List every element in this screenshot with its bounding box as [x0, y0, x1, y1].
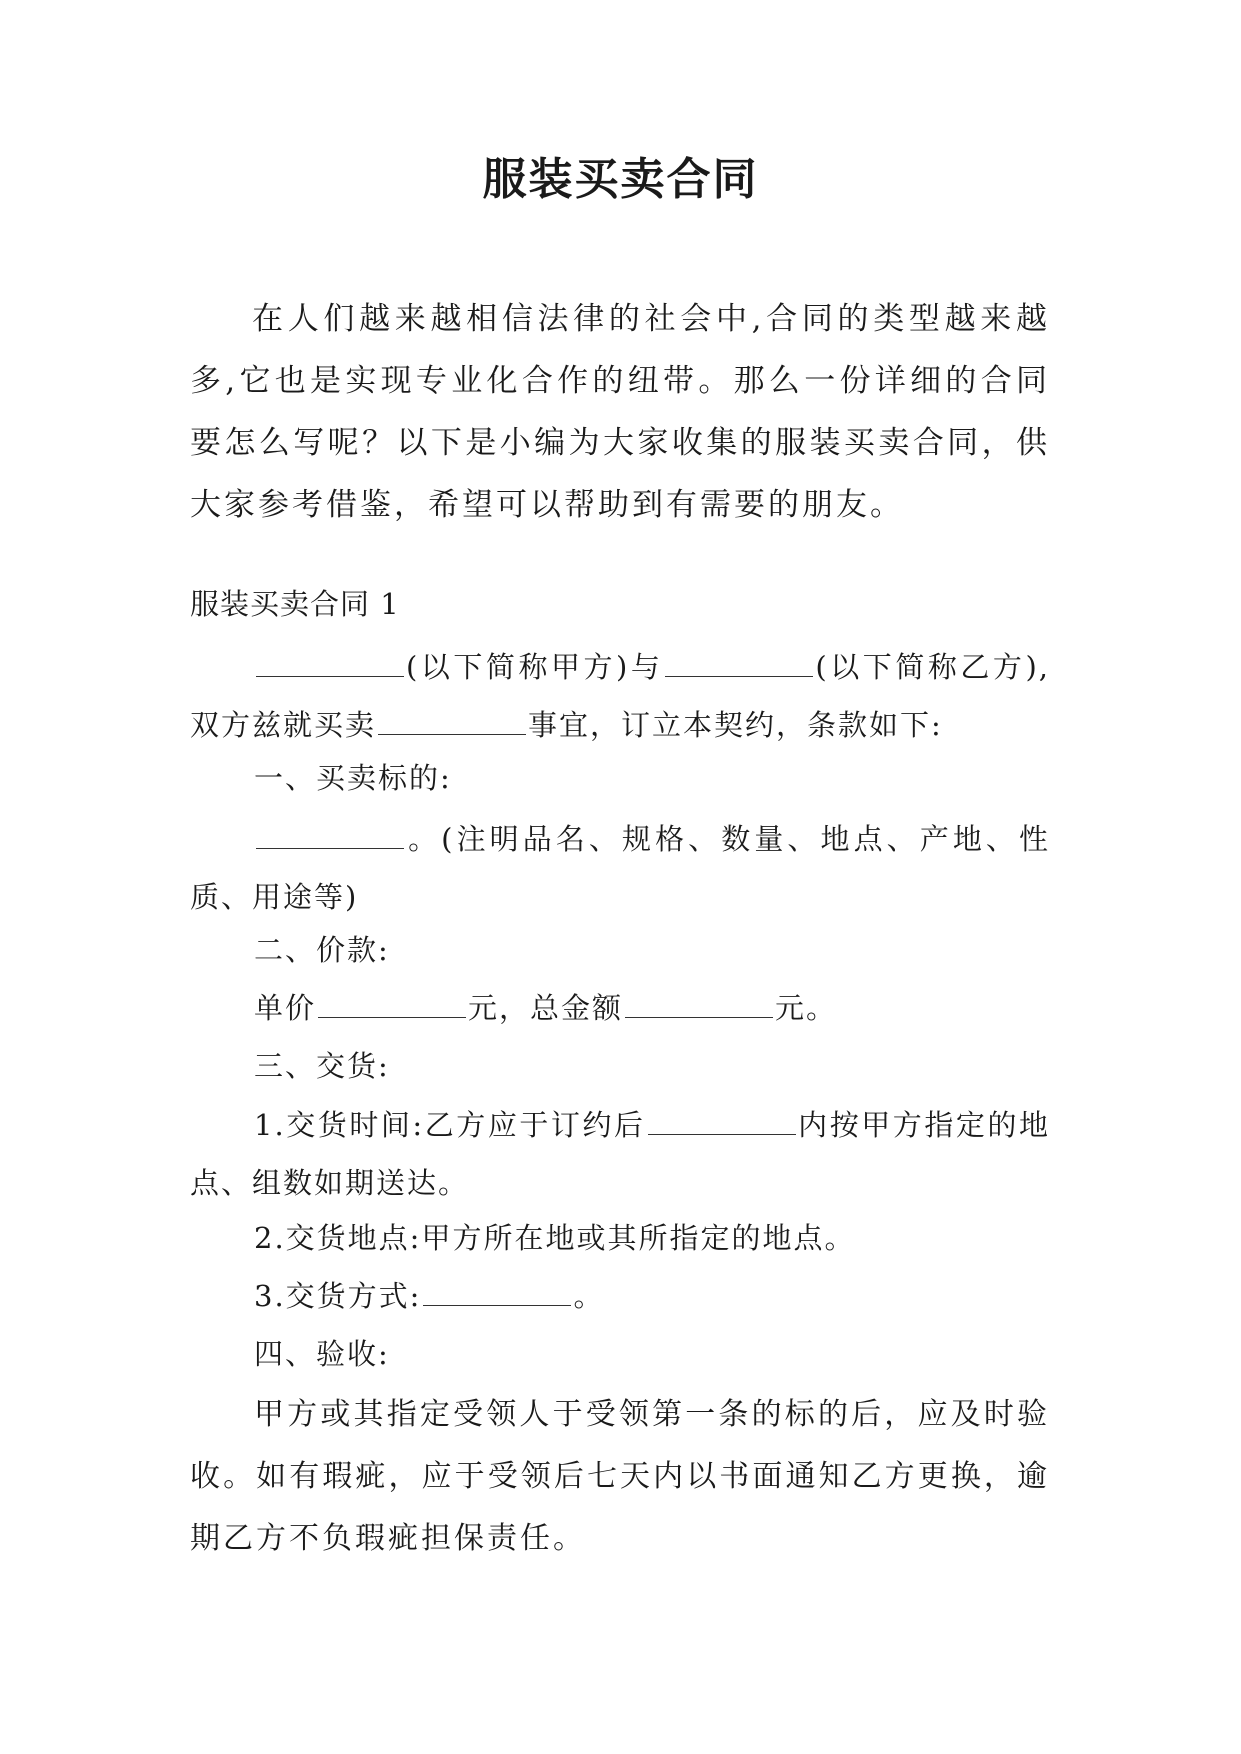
price-line	[254, 984, 837, 1032]
section-label: 服装买卖合同 1	[190, 587, 400, 621]
delivery-method-text-2: 。	[573, 1279, 605, 1313]
intro-paragraph: 在人们越来越相信法律的社会中,合同的类型越来越多,它也是实现专业化合作的纽带。那么一份详细的合同要怎么写呢？以下是小编为大家收集的服装买卖合同，供大家参考借鉴，希望可以帮助到有需要的朋友。	[190, 301, 1050, 523]
delivery-time-text-2: 内按甲方指定的地点、组数如期送达。	[190, 1108, 1050, 1200]
parties-text-2: (以下简称乙方),双方兹就买卖	[190, 650, 1050, 742]
delivery-place-line: 2.交货地点:甲方所在地或其所指定的地点。	[254, 1221, 856, 1255]
blank-party-b	[665, 646, 813, 677]
price-text-1: 单价	[254, 991, 317, 1025]
blank-subject	[256, 818, 404, 849]
heading-price: 二、价款:	[254, 933, 390, 967]
parties-text-3: 事宜，订立本契约，条款如下:	[528, 708, 943, 742]
heading-subject: 一、买卖标的:	[254, 761, 452, 795]
delivery-method-line	[254, 1272, 604, 1320]
blank-delivery-method	[423, 1275, 571, 1306]
blank-total	[625, 987, 773, 1018]
delivery-time-paragraph	[190, 1096, 1050, 1212]
delivery-time-text-1: 1.交货时间:乙方应于订约后	[254, 1108, 646, 1142]
subject-paragraph	[190, 810, 1050, 926]
blank-unit-price	[318, 987, 466, 1018]
parties-paragraph	[190, 638, 1050, 754]
heading-acceptance: 四、验收:	[254, 1337, 390, 1371]
parties-text-1: (以下简称甲方)与	[406, 650, 664, 684]
delivery-method-text-1: 3.交货方式:	[254, 1279, 422, 1313]
heading-delivery: 三、交货:	[254, 1049, 390, 1083]
blank-delivery-days	[648, 1104, 796, 1135]
document-title: 服装买卖合同	[482, 154, 759, 205]
blank-goods	[378, 704, 526, 735]
price-text-3: 元。	[775, 991, 838, 1025]
subject-text: 。(注明品名、规格、数量、地点、产地、性质、用途等)	[190, 822, 1050, 914]
price-text-2: 元，总金额	[468, 991, 624, 1025]
acceptance-paragraph: 甲方或其指定受领人于受领第一条的标的后，应及时验收。如有瑕疵，应于受领后七天内以书面通知乙方更换，逾期乙方不负瑕疵担保责任。	[190, 1397, 1050, 1556]
blank-party-a	[256, 646, 404, 677]
